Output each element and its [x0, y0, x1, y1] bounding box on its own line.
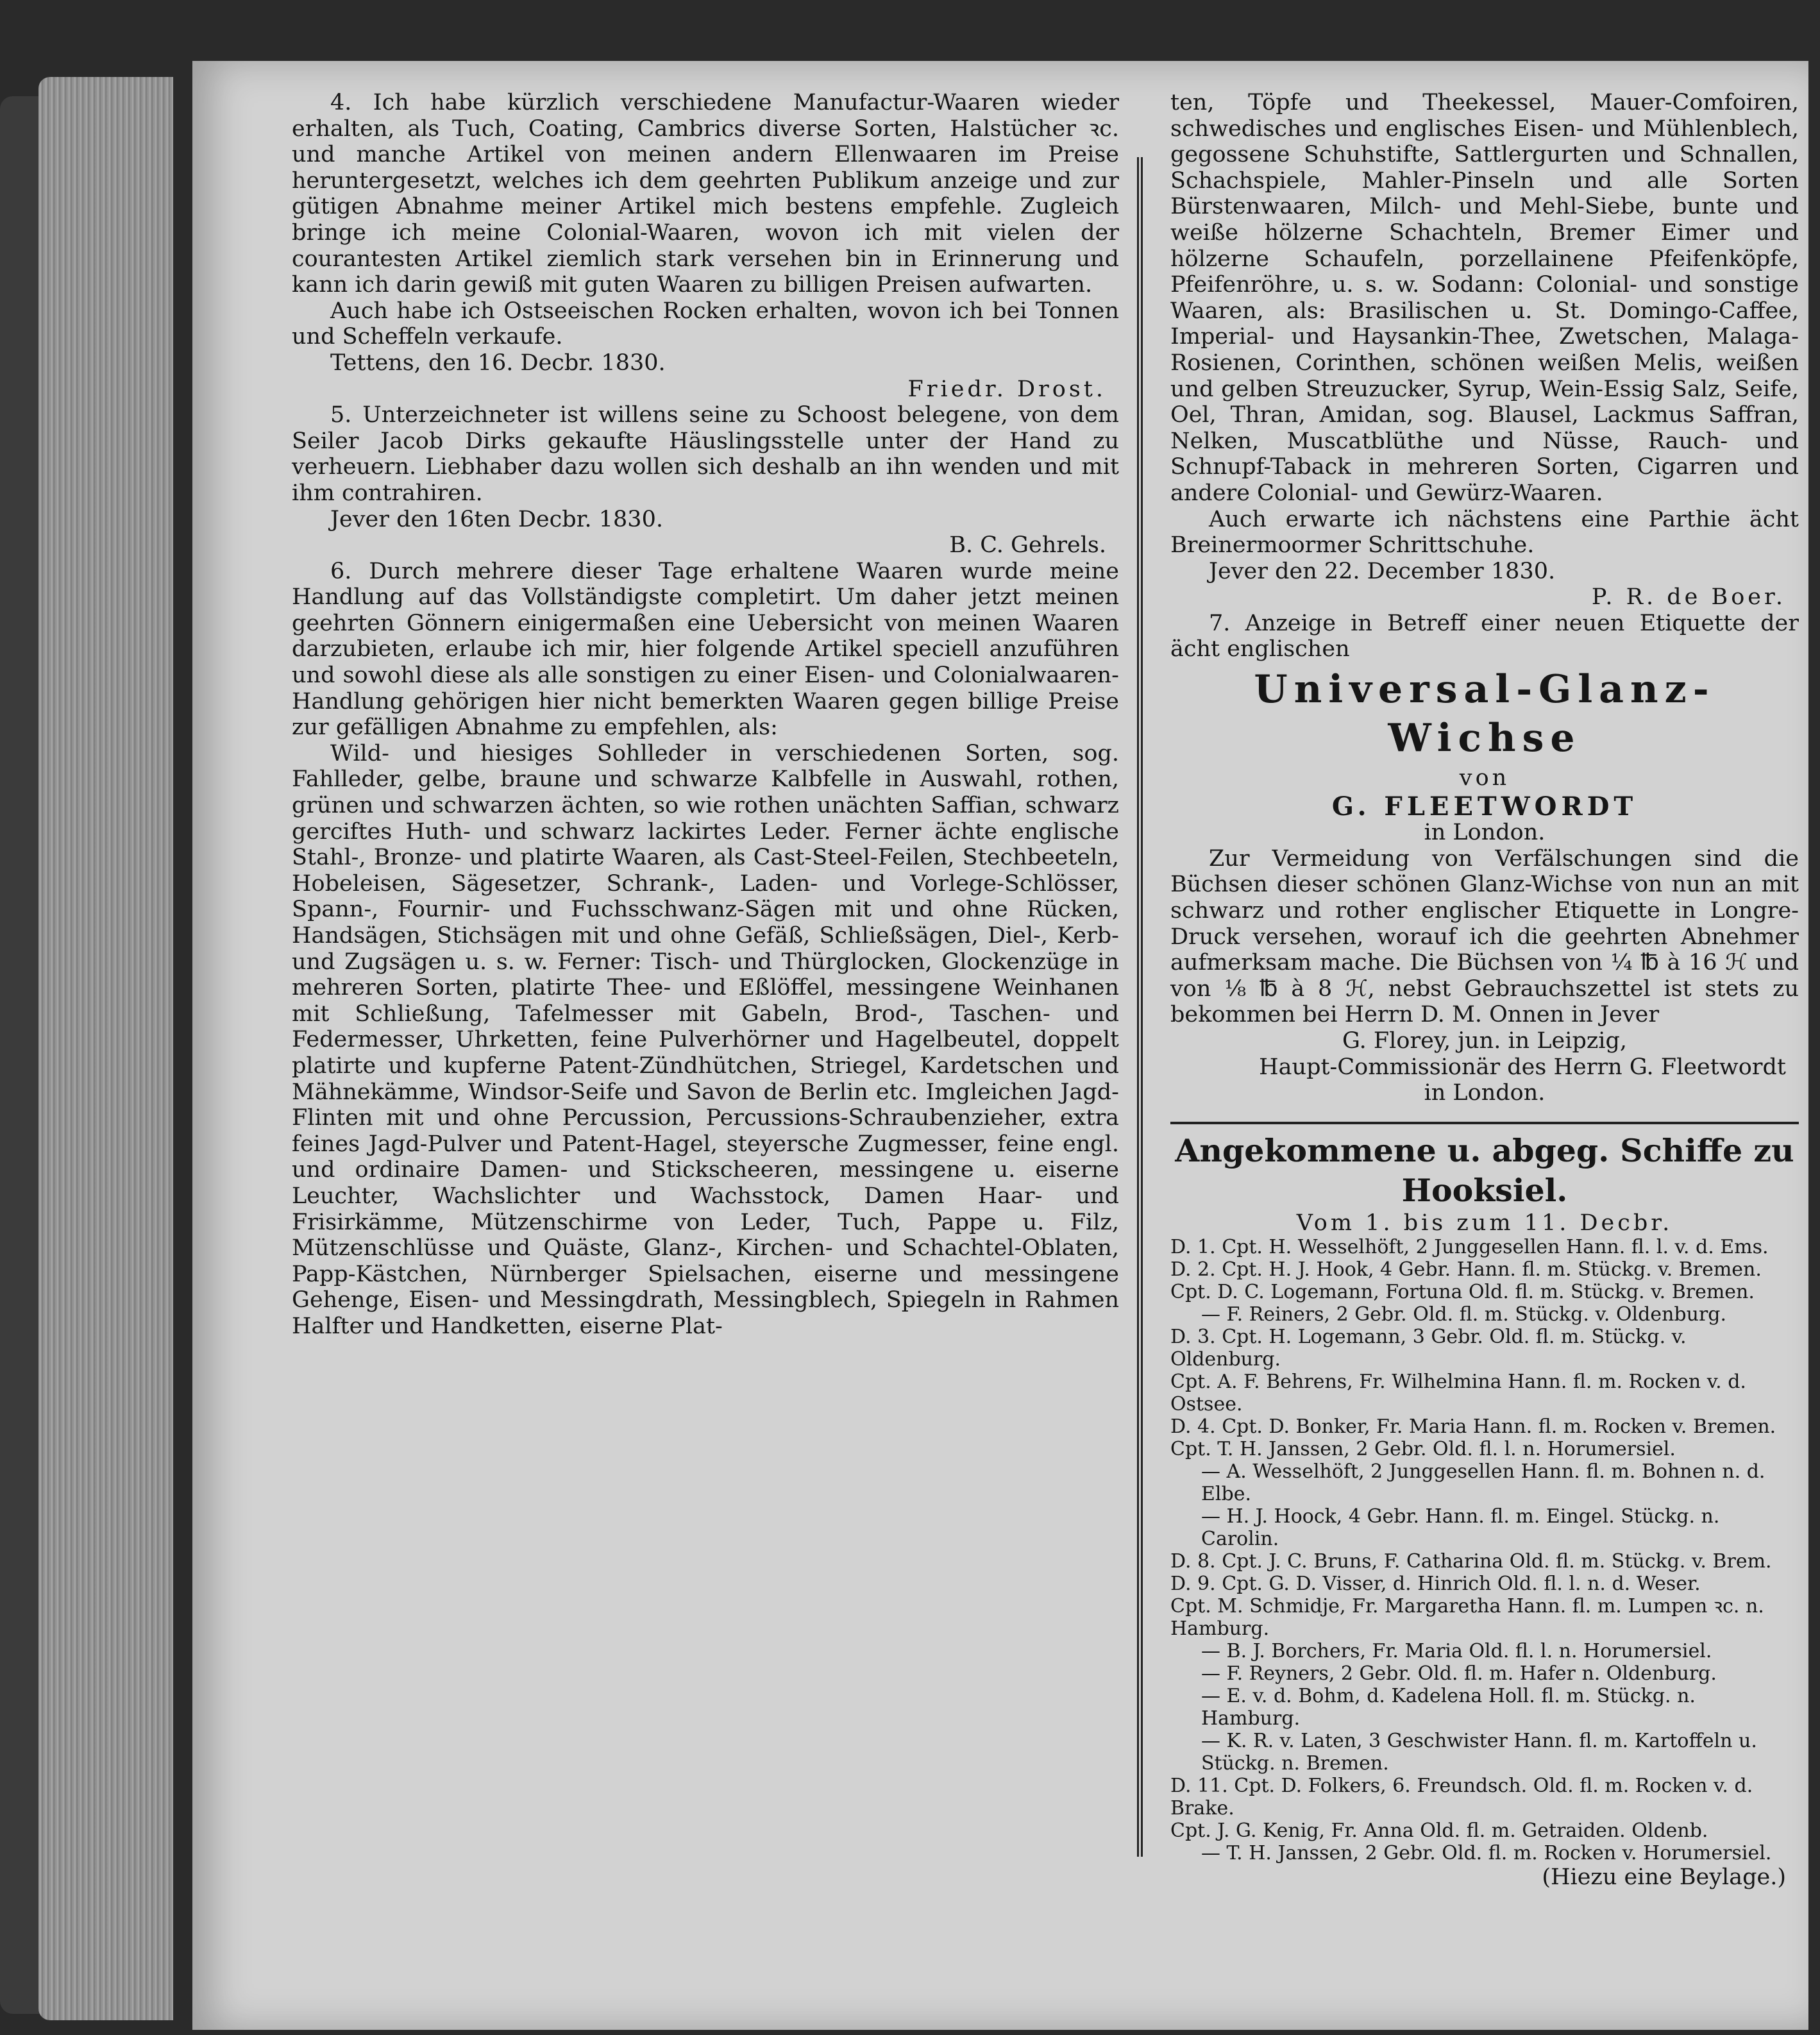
- ships-heading: Angekommene u. abgeg. Schiffe zu Hooksiel.: [1175, 1131, 1794, 1209]
- ship-entry: D. 2. Cpt. H. J. Hook, 4 Gebr. Hann. fl. m. Stückg. v. Bremen.: [1170, 1258, 1762, 1281]
- ad5-text: 5. Unterzeichneter ist willens seine zu Schoost belegene, von dem Seiler Jacob Dirks gekaufte Häuslingsstelle unter der Hand zu verheuern. Liebhaber dazu wollen sich deshalb an ihn wenden und mit ihm contrahiren.: [292, 402, 1119, 506]
- ships-list: [1170, 1236, 1799, 1864]
- ad7-signature-3: in London.: [1424, 1080, 1546, 1106]
- left-column: [292, 90, 1119, 1340]
- ship-entry: D. 3. Cpt. H. Logemann, 3 Gebr. Old. fl. m. Stückg. v. Oldenburg.: [1170, 1326, 1687, 1371]
- column-divider: [1137, 157, 1143, 1857]
- ship-entry: D. 9. Cpt. G. D. Visser, d. Hinrich Old. fl. l. n. d. Weser.: [1170, 1573, 1701, 1596]
- ships-subheading: Vom 1. bis zum 11. Decbr.: [1296, 1210, 1673, 1236]
- ad5-signature: B. C. Gehrels.: [949, 532, 1106, 559]
- section-rule: [1170, 1122, 1799, 1124]
- ship-entry: Cpt. A. F. Behrens, Fr. Wilhelmina Hann. fl. m. Rocken v. d. Ostsee.: [1170, 1371, 1746, 1416]
- ships-section: [1170, 1131, 1799, 1891]
- ship-entry: — F. Reiners, 2 Gebr. Old. fl. m. Stückg. v. Oldenburg.: [1201, 1303, 1727, 1326]
- ship-entry: Cpt. D. C. Logemann, Fortuna Old. fl. m. Stückg. v. Bremen.: [1170, 1281, 1755, 1304]
- ship-entry: Cpt. T. H. Janssen, 2 Gebr. Old. fl. l. n. Horumersiel.: [1170, 1438, 1676, 1461]
- ship-entry: D. 1. Cpt. H. Wesselhöft, 2 Junggesellen Hann. fl. l. v. d. Ems.: [1170, 1236, 1769, 1259]
- ship-entry: — T. H. Janssen, 2 Gebr. Old. fl. m. Rocken v. Horumersiel.: [1201, 1842, 1772, 1865]
- ad6-continuation-2: Auch erwarte ich nächstens eine Parthie ächt Breinermoormer Schrittschuhe.: [1170, 506, 1799, 559]
- ship-entry: — E. v. d. Bohm, d. Kadelena Holl. fl. m. Stückg. n. Hamburg.: [1201, 1685, 1696, 1730]
- ship-entry: Cpt. J. G. Kenig, Fr. Anna Old. fl. m. Getraiden. Oldenb.: [1170, 1820, 1708, 1843]
- ad6-continuation: ten, Töpfe und Theekessel, Mauer-Comfoiren, schwedisches und englisches Eisen- und Mühlenblech, gegossene Schuhstifte, Sattlergurten und Schnallen, Schachspiele, Mahler-Pinseln und alle Sorten Bürstenwaaren, Milch- und Mehl-Siebe, bunte und weiße hölzerne Schachteln, Bremer Eimer und hölzerne Schaufeln, porzellainene Pfeifenköpfe, Pfeifenröhre, u. s. w. Sodann: Colonial- und sonstige Waaren, als: Brasilischen u. St. Domingo-Caffee, Imperial- und Haysankin-Thee, Zwetschen, Malaga-Rosienen, Corinthen, schönen weißen Melis, weißen und gelben Streuzucker, Syrup, Wein-Essig Salz, Seife, Oel, Thran, Amidan, sog. Blausel, Lackmus Saffran, Nelken, Muscatblüthe und Nüsse, Rauch- und Schnupf-Taback in mehreren Sorten, Cigarren und andere Colonial- und Gewürz-Waaren.: [1170, 90, 1799, 506]
- advertisement-6: [292, 559, 1119, 1340]
- ship-entry: D. 4. Cpt. D. Bonker, Fr. Maria Hann. fl. m. Rocken v. Bremen.: [1170, 1415, 1776, 1439]
- ship-entry: — F. Reyners, 2 Gebr. Old. fl. m. Hafer n. Oldenburg.: [1201, 1662, 1717, 1685]
- ad7-text: Zur Vermeidung von Verfälschungen sind die Büchsen dieser schönen Glanz-Wichse von nun an mit schwarz und rother englischer Etiquette in Longre-Druck versehen, worauf ich die geehrten Abnehmer aufmerksam mache. Die Büchsen von ¼ ℔ à 16 ℋ und von ⅛ ℔ à 8 ℋ, nebst Gebrauchszettel ist stets zu bekommen bei Herrn D. M. Onnen in Jever: [1170, 845, 1799, 1028]
- ad4-signature: Friedr. Drost.: [907, 376, 1106, 402]
- ad4-date: Tettens, den 16. Decbr. 1830.: [330, 350, 666, 376]
- ship-entry: D. 8. Cpt. J. C. Bruns, F. Catharina Old. fl. m. Stückg. v. Brem.: [1170, 1550, 1772, 1573]
- ship-entry: Cpt. M. Schmidje, Fr. Margaretha Hann. fl. m. Lumpen ꝛc. n. Hamburg.: [1170, 1595, 1764, 1641]
- advertisement-5: [292, 402, 1119, 559]
- ship-entry: — B. J. Borchers, Fr. Maria Old. fl. l. n. Horumersiel.: [1201, 1640, 1712, 1663]
- ships-footer: (Hiezu eine Beylage.): [1542, 1864, 1786, 1891]
- ad4-text2: Auch habe ich Ostseeischen Rocken erhalten, wovon ich bei Tonnen und Scheffeln verkaufe.: [292, 298, 1119, 350]
- ad4-text: 4. Ich habe kürzlich verschiedene Manufactur-Waaren wieder erhalten, als Tuch, Coating, Cambrics diverse Sorten, Halstücher ꝛc. und manche Artikel von meinen andern Ellenwaaren im Preise heruntergesetzt, welches ich dem geehrten Publikum anzeige und zur gütigen Abnahme meiner Artikel mich bestens empfehle. Zugleich bringe ich meine Colonial-Waaren, wovon ich mit vielen der courantesten Artikel ziemlich stark versehen bin in Erinnerung und kann ich darin gewiß mit guten Waaren zu billigen Preisen aufwarten.: [292, 90, 1119, 298]
- advertisement-4: [292, 90, 1119, 402]
- ad7-signature-2: Haupt-Commissionär des Herrn G. Fleetwordt: [1259, 1054, 1786, 1080]
- ad6-list: Wild- und hiesiges Sohlleder in verschiedenen Sorten, sog. Fahlleder, gelbe, braune und schwarze Kalbfelle in Auswahl, rothen, grünen und schwarzen ächten, so wie rothen unächten Saffian, schwarz gerciftes Huth- und schwarz lackirtes Leder. Ferner ächte englische Stahl-, Bronze- und platirte Waaren, als Cast-Steel-Feilen, Stechbeeteln, Hobeleisen, Sägesetzer, Schrank-, Laden- und Vorlege-Schlösser, Spann-, Fournir- und Fuchsschwanz-Sägen mit und ohne Rücken, Handsägen, Stichsägen mit und ohne Gefäß, Schließsägen, Diel-, Kerb- und Zugsägen u. s. w. Ferner: Tisch- und Thürglocken, Glockenzüge in mehreren Sorten, platirte Thee- und Eßlöffel, messingene Weinhanen mit Schließung, Tafelmesser mit Gabeln, Brod-, Taschen- und Federmesser, Uhrketten, feine Pulverhörner und Hagelbeutel, doppelt platirte und kupferne Patent-Zündhütchen, Striegel, Kardetschen und Mähnekämme, Windsor-Seife und Savon de Berlin etc. Imgleichen Jagd-Flinten mit und ohne Percussion, Percussions-Schraubenzieher, extra feines Jagd-Pulver und Patent-Hagel, steyersche Zugmesser, feine engl. und ordinaire Damen- und Stickscheeren, messingene u. eiserne Leuchter, Wachslichter und Wachsstock, Damen Haar- und Frisirkämme, Mützenschirme von Leder, Tuch, Pappe u. Filz, Mützenschlüsse und Quäste, Glanz-, Kirchen- und Schachtel-Oblaten, Papp-Kästchen, Nürnberger Spielsachen, eiserne und messingene Gehenge, Eisen- und Messingdrath, Messingblech, Spiegeln in Rahmen Halfter und Handketten, eiserne Plat-: [292, 740, 1119, 1339]
- advertisement-7: [1170, 611, 1799, 1106]
- ad6-signature: P. R. de Boer.: [1591, 584, 1786, 611]
- page-edges: [38, 77, 173, 2020]
- ad6-text: 6. Durch mehrere dieser Tage erhaltene Waaren wurde meine Handlung auf das Vollständigste completirt. Um daher jetzt meinen geehrten Gönnern einigermaßen eine Uebersicht von meinen Waaren darzubieten, erlaube ich mir, hier folgende Artikel speciell anzuführen und sowohl diese als alle sonstigen zu einer Eisen- und Colonialwaaren-Handlung gehörigen hier nicht bemerkten Waaren gegen billige Preise zur gefälligen Abnahme zu empfehlen, als:: [292, 558, 1119, 741]
- ad7-signature-1: G. Florey, jun. in Leipzig,: [1342, 1028, 1628, 1054]
- ad7-place: in London.: [1424, 820, 1546, 846]
- ad7-von: von: [1459, 765, 1510, 791]
- ad7-intro: 7. Anzeige in Betreff einer neuen Etiquette der ächt englischen: [1170, 610, 1799, 663]
- ad6-date: Jever den 22. December 1830.: [1209, 558, 1556, 584]
- ad7-maker: G. FLEETWORDT: [1331, 791, 1638, 822]
- ship-entry: — H. J. Hoock, 4 Gebr. Hann. fl. m. Eingel. Stückg. n. Carolin.: [1201, 1505, 1720, 1551]
- ship-entry: — K. R. v. Laten, 3 Geschwister Hann. fl. m. Kartoffeln u. Stückg. n. Bremen.: [1201, 1730, 1757, 1775]
- ad7-product-title: Universal-Glanz-Wichse: [1254, 667, 1715, 761]
- right-column: [1170, 90, 1799, 1891]
- ad5-date: Jever den 16ten Decbr. 1830.: [330, 506, 663, 532]
- ship-entry: D. 11. Cpt. D. Folkers, 6. Freundsch. Old. fl. m. Rocken v. d. Brake.: [1170, 1775, 1753, 1820]
- ship-entry: — A. Wesselhöft, 2 Junggesellen Hann. fl. m. Bohnen n. d. Elbe.: [1201, 1460, 1765, 1506]
